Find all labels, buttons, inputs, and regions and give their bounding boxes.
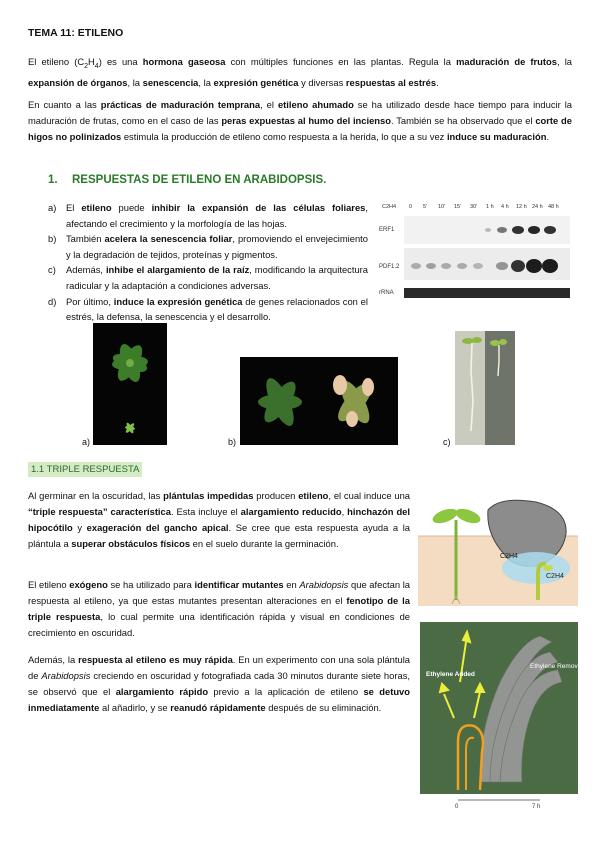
section-1-title: RESPUESTAS DE ETILENO EN ARABIDOPSIS. <box>72 174 327 186</box>
figure-label-b: b) <box>228 437 237 447</box>
blot-timepoint: 30' <box>470 204 478 210</box>
responses-list <box>48 200 368 325</box>
gas-label-2: C2H4 <box>546 573 564 580</box>
list-item: a) El etileno puede inhibir la expansión de las células foliares, afectando el crecimiento y la morfología de las hojas. <box>48 202 368 229</box>
blot-timepoint: 4 h <box>501 204 509 210</box>
section-1-heading <box>48 174 326 186</box>
blot-timepoint: 10' <box>438 204 446 210</box>
gas-label-1: C2H4 <box>500 553 518 560</box>
list-item: b) También acelera la senescencia foliar, promoviendo el envejecimiento y la degradación de tejidos, proteínas y pigmentos. <box>48 233 368 260</box>
blot-timepoint: 1 h <box>486 204 494 210</box>
blot-timepoint: 24 h <box>532 204 543 210</box>
blot-row-label: rRNA <box>379 290 394 296</box>
triple-response-paragraph-1: Al germinar en la oscuridad, las plántulas impedidas producen etileno, el cual induce una “triple respuesta” característica. Esta incluye el alargamiento reducido, hinchazón del hipocótilo y exageración del gancho apical. Se cree que esta respuesta ayuda a la plántula a superar obstáculos físicos en el suelo durante la germinación. <box>28 490 411 549</box>
ethylene-added-label: Ethylene Added <box>426 671 475 678</box>
ethylene-removed-label: Ethylene Removed <box>530 663 585 670</box>
root-photo <box>455 331 515 445</box>
timelapse-figure <box>420 622 585 810</box>
blot-row-label: PDF1.2 <box>379 264 400 270</box>
blot-timepoint: 48 h <box>548 204 559 210</box>
blot-timepoint: C2H4 <box>382 204 397 210</box>
blot-timepoint: 12 h <box>516 204 527 210</box>
blot-timepoint: 5' <box>423 204 428 210</box>
intro-paragraph-2: En cuanto a las prácticas de maduración temprana, el etileno ahumado se ha utilizado desde hace tiempo para inducir la maduración de frutas, como en el caso de las peras expuestas al humo del incienso. También se ha observado que el corte de higos no polinizados estimula la producción de etileno como respuesta a la herida, lo que a su vez induce su maduración. <box>28 99 572 142</box>
northern-blot-figure <box>376 196 572 306</box>
intro-paragraph-1: El etileno $(C_2H_4)$ es una hormona gaseosa con múltiples funciones en las plantas. Regula la maduración de frutos, la expansión de órganos, la senescencia, la expresión genética y diversas respuestas al estrés. <box>28 56 572 88</box>
rosette-photo <box>93 323 167 445</box>
page-title: TEMA 11: ETILENO <box>28 27 124 39</box>
triple-response-paragraph-3: Además, la respuesta al etileno es muy rápida. En un experimento con una sola plántula de Arabidopsis creciendo en oscuridad y fotografiada cada 30 minutos durante siete horas, se observó que el alargamiento rápido previo a la aplicación de etileno se detuvo inmediatamente al añadirlo, y se reanudó rápidamente después de su eliminación. <box>28 654 411 713</box>
figure-label-c: c) <box>443 437 451 447</box>
triple-response-diagram <box>418 496 578 606</box>
time-start: 0 <box>455 804 459 810</box>
list-item: d) Por último, induce la expresión genética de genes relacionados con el estrés, la defensa, la senescencia y el desarrollo. <box>48 295 368 323</box>
blot-row-label: ERF1 <box>379 227 395 233</box>
triple-response-paragraph-2: El etileno exógeno se ha utilizado para identificar mutantes en Arabidopsis que afectan la respuesta al etileno, ya que estas mutantes presentan alteraciones en el fenotipo de la triple respuesta, lo cual permite una identificación rápida y visual en condiciones de crecimiento en oscuridad. <box>28 579 410 638</box>
figure-label-a: a) <box>82 437 91 447</box>
senescence-photo <box>240 357 398 445</box>
blot-timepoint: 15' <box>454 204 462 210</box>
section-1-number: 1. <box>48 174 58 186</box>
section-1-1-heading: 1.1 TRIPLE RESPUESTA <box>28 462 142 477</box>
blot-timepoint: 0 <box>409 204 413 210</box>
time-end: 7 h <box>532 804 541 810</box>
list-item: c) Además, inhibe el alargamiento de la raíz, modificando la arquitectura radicular y la adaptación a condiciones adversas. <box>48 264 369 291</box>
